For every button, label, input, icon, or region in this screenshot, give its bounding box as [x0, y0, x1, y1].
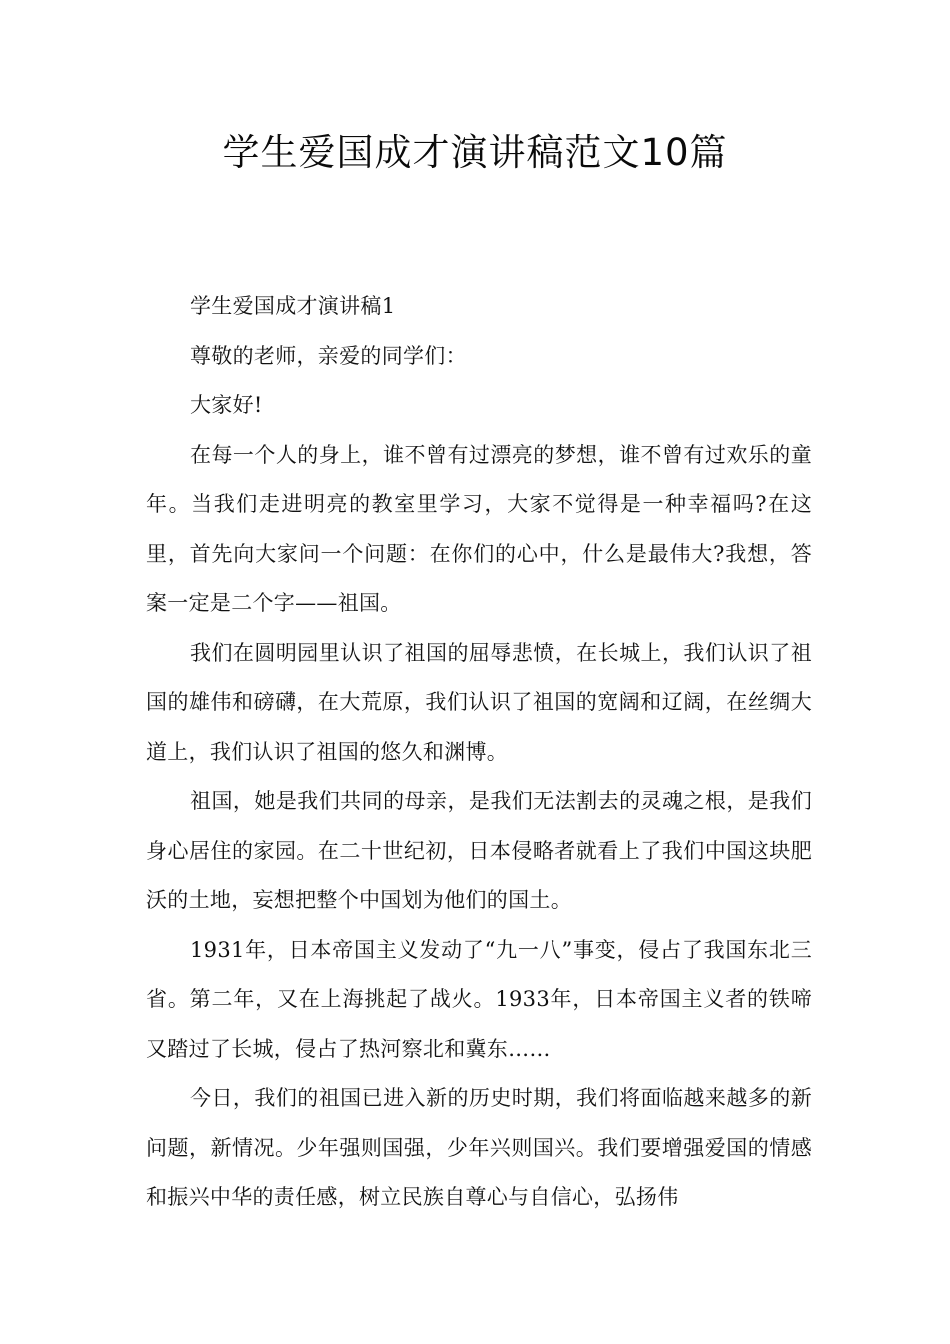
greeting: 大家好!	[190, 393, 263, 417]
paragraph: 祖国，她是我们共同的母亲，是我们无法割去的灵魂之根，是我们身心居住的家园。在二十世纪初，日本侵略者就看上了我们中国这块肥沃的土地，妄想把整个中国划为他们的国土。	[146, 789, 812, 912]
paragraph: 我们在圆明园里认识了祖国的屈辱悲愤，在长城上，我们认识了祖国的雄伟和磅礴，在大荒原，我们认识了祖国的宽阔和辽阔，在丝绸大道上，我们认识了祖国的悠久和渊博。	[146, 640, 812, 764]
salutation: 尊敬的老师，亲爱的同学们：	[190, 343, 467, 368]
document-title: 学生爱国成才演讲稿范文10篇	[222, 131, 728, 174]
paragraph: 今日，我们的祖国已进入新的历史时期，我们将面临越来越多的新问题，新情况。少年强则国强，少年兴则国兴。我们要增强爱国的情感和振兴中华的责任感，树立民族自尊心与自信心，弘扬伟	[146, 1086, 812, 1209]
paragraph: 1931年，日本帝国主义发动了“九一八”事变，侵占了我国东北三省。第二年，又在上海挑起了战火。1933年，日本帝国主义者的铁啼又踏过了长城，侵占了热河察北和冀东……	[146, 937, 812, 1061]
document-body	[146, 282, 812, 1223]
speech-heading: 学生爱国成才演讲稿1	[190, 294, 396, 318]
paragraph: 在每一个人的身上，谁不曾有过漂亮的梦想，谁不曾有过欢乐的童年。当我们走进明亮的教室里学习，大家不觉得是一种幸福吗?在这里，首先向大家问一个问题：在你们的心中，什么是最伟大?我想，答案一定是二个字——祖国。	[146, 442, 812, 615]
